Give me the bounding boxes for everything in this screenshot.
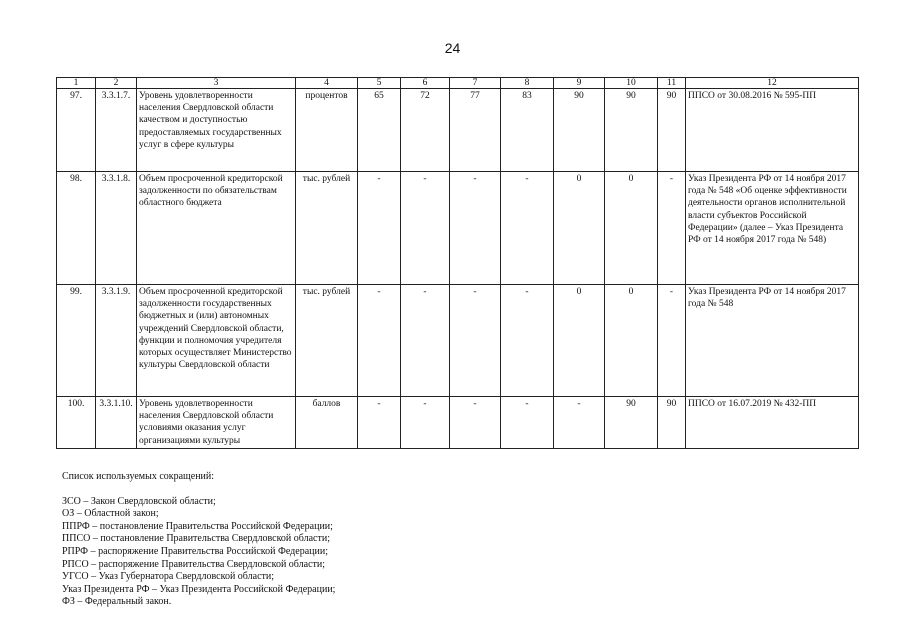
header-cell: 6 [401,78,450,89]
row-value-8: - [501,172,554,285]
row-value-5: - [358,397,401,449]
row-value-9: - [554,397,605,449]
row-number: 99. [57,285,96,397]
row-value-6: - [401,172,450,285]
row-value-6: - [401,285,450,397]
row-value-5: 65 [358,89,401,172]
row-value-10: 0 [605,172,658,285]
header-cell: 9 [554,78,605,89]
abbreviation-item: Указ Президента РФ – Указ Президента Российской Федерации; [62,583,336,595]
abbreviations-list [62,471,335,609]
row-code: 3.3.1.10. [96,397,137,449]
row-name: Объем просроченной кредиторской задолженности государственных бюджетных и (или) автономных учреждений Свердловской области, функции и полномочия учредителя которых осуществляет Министерство культуры Свердловской области [137,285,296,397]
abbreviation-item: УГСО – Указ Губернатора Свердловской области; [62,571,275,583]
table-row [57,172,859,285]
row-value-11: - [658,285,686,397]
row-code: 3.3.1.9. [96,285,137,397]
row-unit: процентов [296,89,358,172]
abbreviation-item: РПРФ – распоряжение Правительства Российской Федерации; [62,545,328,557]
row-value-7: - [450,397,501,449]
table-row [57,285,859,397]
row-code: 3.3.1.8. [96,172,137,285]
row-number: 97. [57,89,96,172]
abbreviations-title: Список используемых сокращений: [62,471,215,482]
row-name: Уровень удовлетворенности населения Свердловской области условиями оказания услуг организациями культуры [137,397,296,449]
row-number: 100. [57,397,96,449]
abbreviation-item: ФЗ – Федеральный закон. [62,596,172,608]
row-value-9: 0 [554,285,605,397]
table-header-row [57,78,859,89]
header-cell: 3 [137,78,296,89]
header-cell: 8 [501,78,554,89]
abbreviation-item: ЗСО – Закон Свердловской области; [62,495,216,507]
row-value-5: - [358,285,401,397]
abbreviation-item: РПСО – распоряжение Правительства Свердловской области; [62,558,326,570]
row-value-7: - [450,172,501,285]
indicators-table [56,77,859,449]
row-value-10: 0 [605,285,658,397]
row-number: 98. [57,172,96,285]
abbreviation-item: ОЗ – Областной закон; [62,508,159,520]
table-row [57,89,859,172]
row-name: Уровень удовлетворенности населения Свердловской области качеством и доступностью предоставляемых государственных услуг в сфере культуры [137,89,296,172]
table-row [57,397,859,449]
header-cell: 10 [605,78,658,89]
header-cell: 4 [296,78,358,89]
row-code: 3.3.1.7. [96,89,137,172]
header-cell: 11 [658,78,686,89]
row-value-8: - [501,397,554,449]
row-value-11: - [658,172,686,285]
row-value-7: 77 [450,89,501,172]
row-value-8: - [501,285,554,397]
header-cell: 5 [358,78,401,89]
row-value-9: 0 [554,172,605,285]
header-cell: 7 [450,78,501,89]
abbreviation-item: ППРФ – постановление Правительства Российской Федерации; [62,520,333,532]
row-unit: баллов [296,397,358,449]
abbreviation-item: ППСО – постановление Правительства Свердловской области; [62,533,330,545]
row-value-11: 90 [658,397,686,449]
page-number: 24 [444,40,461,56]
row-source: ППСО от 30.08.2016 № 595-ПП [686,89,859,172]
row-name: Объем просроченной кредиторской задолженности по обязательствам областного бюджета [137,172,296,285]
row-unit: тыс. рублей [296,172,358,285]
row-value-11: 90 [658,89,686,172]
row-value-6: 72 [401,89,450,172]
header-cell: 12 [686,78,859,89]
row-source: Указ Президента РФ от 14 ноября 2017 года № 548 [686,285,859,397]
row-unit: тыс. рублей [296,285,358,397]
header-cell: 1 [57,78,96,89]
header-cell: 2 [96,78,137,89]
row-value-10: 90 [605,89,658,172]
row-value-7: - [450,285,501,397]
row-value-5: - [358,172,401,285]
row-value-8: 83 [501,89,554,172]
row-value-6: - [401,397,450,449]
row-source: ППСО от 16.07.2019 № 432-ПП [686,397,859,449]
row-source: Указ Президента РФ от 14 ноября 2017 года № 548 «Об оценке эффективности деятельности органов исполнительной власти субъектов Российской Федерации» (далее – Указ Президента РФ от 14 ноября 2017 года № 548) [686,172,859,285]
row-value-9: 90 [554,89,605,172]
row-value-10: 90 [605,397,658,449]
